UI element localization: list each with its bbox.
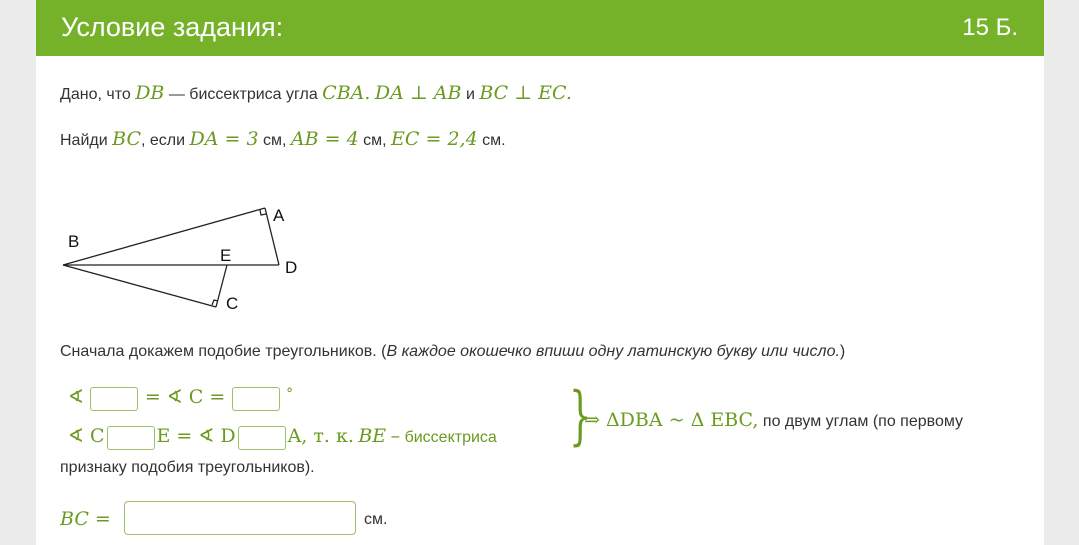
angle-c: ∢ C xyxy=(68,425,105,447)
answer-bc-input[interactable] xyxy=(124,501,356,535)
find-ab-eq: AB = 4 xyxy=(290,128,359,150)
e-eq-angle-d: E = ∢ D xyxy=(156,425,236,447)
proof-row-2 xyxy=(68,425,497,450)
answer-row xyxy=(60,508,111,530)
triangle-figure xyxy=(55,195,315,315)
given-cba: CBA. xyxy=(322,82,371,104)
given-dash-text: — биссектриса угла xyxy=(168,86,318,103)
task-title: Условие задания: xyxy=(61,12,284,42)
find-cm2: см, xyxy=(363,132,387,149)
instruction-italic: В каждое окошечко впиши одну латинскую букву или число. xyxy=(386,343,840,360)
proof-dash: – xyxy=(390,425,401,447)
find-cm3: см. xyxy=(482,132,506,149)
a-tk: A, т. к. xyxy=(287,425,354,447)
eq-angle-c: = ∢ C = xyxy=(144,386,226,408)
degree-sign: ° xyxy=(286,386,294,402)
find-prefix: Найди xyxy=(60,132,108,149)
angle-middle-input-1[interactable] xyxy=(107,426,155,450)
angle-degree-input[interactable] xyxy=(232,387,280,411)
find-if: , если xyxy=(140,132,186,149)
find-ec-eq: EC = 2,4 xyxy=(391,128,478,150)
answer-unit: см. xyxy=(364,511,388,528)
task-header xyxy=(36,0,1044,56)
line-b-c xyxy=(63,265,216,307)
conclusion-text: по двум углам (по первому xyxy=(762,413,964,430)
proof-row-1 xyxy=(68,386,293,411)
vertex-label-c: C xyxy=(226,294,239,313)
instruction-close: ) xyxy=(839,343,846,360)
conclusion-text-2: признаку подобия треугольников). xyxy=(60,459,315,476)
given-db: DB xyxy=(135,82,165,104)
proof-conclusion-2 xyxy=(60,459,315,477)
implies-similarity: ⇒ ΔDBA ~ Δ EBC, xyxy=(584,409,759,431)
vertex-label-a: A xyxy=(273,206,285,225)
task-points: 15 Б. xyxy=(962,14,1018,41)
system-brace: } xyxy=(569,379,592,453)
angle-vertex-input-1[interactable] xyxy=(90,387,138,411)
find-line xyxy=(60,128,506,150)
answer-label: BC = xyxy=(60,508,111,530)
find-bc: BC xyxy=(112,128,141,150)
instruction-line xyxy=(60,343,845,361)
angle-middle-input-2[interactable] xyxy=(238,426,286,450)
proof-conclusion xyxy=(584,409,963,431)
vertex-label-e: E xyxy=(220,246,232,265)
answer-unit-wrap xyxy=(364,511,387,529)
given-line xyxy=(60,82,572,104)
proof-be: BE xyxy=(358,425,387,447)
instruction-text: Сначала докажем подобие треугольников. ( xyxy=(60,343,387,360)
given-and: и xyxy=(465,86,475,103)
vertex-label-d: D xyxy=(285,258,298,277)
find-da-eq: DA = 3 xyxy=(189,128,259,150)
given-bc-perp-ec: BC ⊥ EC. xyxy=(479,82,572,104)
given-da-perp-ab: DA ⊥ AB xyxy=(374,82,462,104)
angle-symbol-1: ∢ xyxy=(68,386,84,408)
proof-bisector: биссектриса xyxy=(404,429,497,446)
vertex-label-b: B xyxy=(68,232,80,251)
find-cm1: см, xyxy=(263,132,287,149)
line-b-a xyxy=(63,208,265,265)
given-prefix: Дано, что xyxy=(60,86,131,103)
